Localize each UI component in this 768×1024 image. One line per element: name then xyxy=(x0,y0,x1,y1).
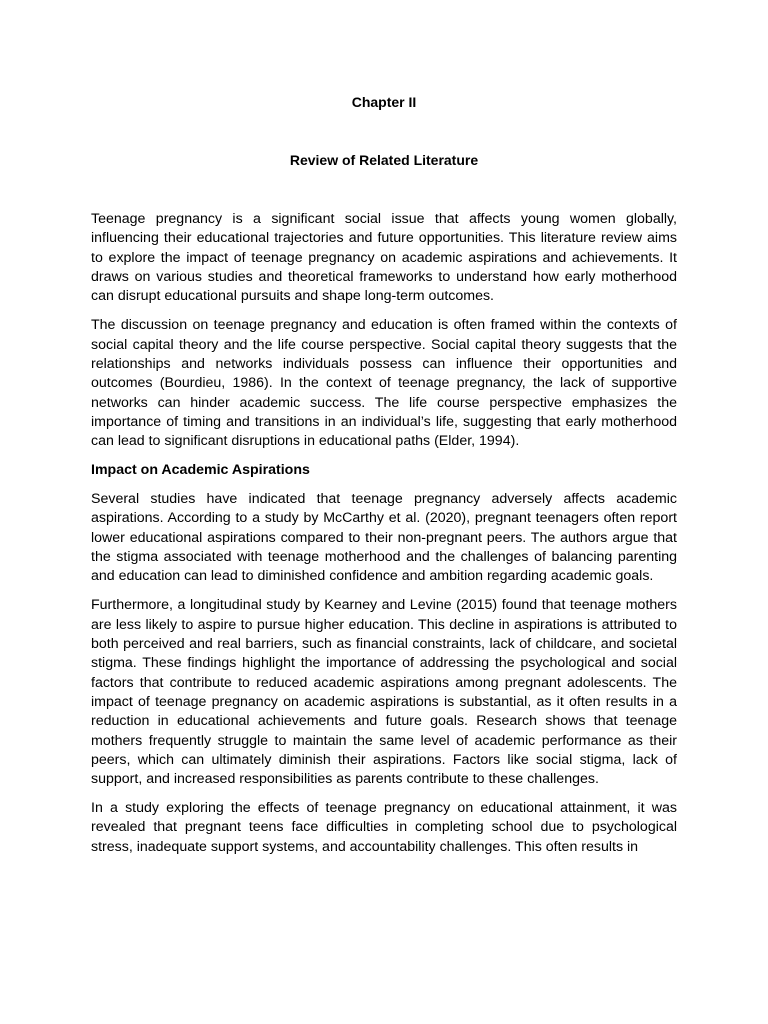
paragraph-intro: Teenage pregnancy is a significant social issue that affects young women globally, influencing their educational trajectories and future opportunities. This literature review aims to explore the impact of teenage pregnancy on academic aspirations and achievements. It draws on various studies and theoretical frameworks to understand how early motherhood can disrupt educational pursuits and shape long-term outcomes. xyxy=(91,211,677,305)
section-title: Review of Related Literature xyxy=(289,152,479,168)
paragraph-theory: The discussion on teenage pregnancy and education is often framed within the contexts of social capital theory and the life course perspective. Social capital theory suggests that the relationships and networks individuals possess can influence their opportunities and outcomes (Bourdieu, 1986). In the context of teenage pregnancy, the lack of supportive networks can hinder academic success. The life course perspective emphasizes the importance of timing and transitions in an individual’s life, suggesting that early motherhood can lead to significant disruptions in educational paths (Elder, 1994). xyxy=(91,317,677,450)
paragraph-attainment: In a study exploring the effects of teenage pregnancy on educational attainment, it was revealed that pregnant teens face difficulties in completing school due to psychological stress, inadequate support systems, and accountability challenges. This often results in xyxy=(91,800,677,855)
paragraph-studies: Several studies have indicated that teenage pregnancy adversely affects academic aspirations. According to a study by McCarthy et al. (2020), pregnant teenagers often report lower educational aspirations compared to their non-pregnant peers. The authors argue that the stigma associated with teenage motherhood and the challenges of balancing parenting and education can lead to diminished confidence and ambition regarding academic goals. xyxy=(91,490,677,585)
subheading-academic-aspirations: Impact on Academic Aspirations xyxy=(91,462,310,479)
chapter-title: Chapter II xyxy=(351,94,417,110)
body-text xyxy=(91,210,677,867)
paragraph-longitudinal: Furthermore, a longitudinal study by Kearney and Levine (2015) found that teenage mothers are less likely to aspire to pursue higher education. This decline in aspirations is attributed to both perceived and real barriers, such as financial constraints, lack of childcare, and societal stigma. These findings highlight the importance of addressing the psychological and social factors that contribute to reduced academic aspirations among pregnant adolescents. The impact of teenage pregnancy on academic aspirations is substantial, as it often results in a reduction in educational achievements and future goals. Research shows that teenage mothers frequently struggle to maintain the same level of academic performance as their peers, which can ultimately diminish their aspirations. Factors like social stigma, lack of support, and increased responsibilities as parents contribute to these challenges. xyxy=(91,597,677,788)
